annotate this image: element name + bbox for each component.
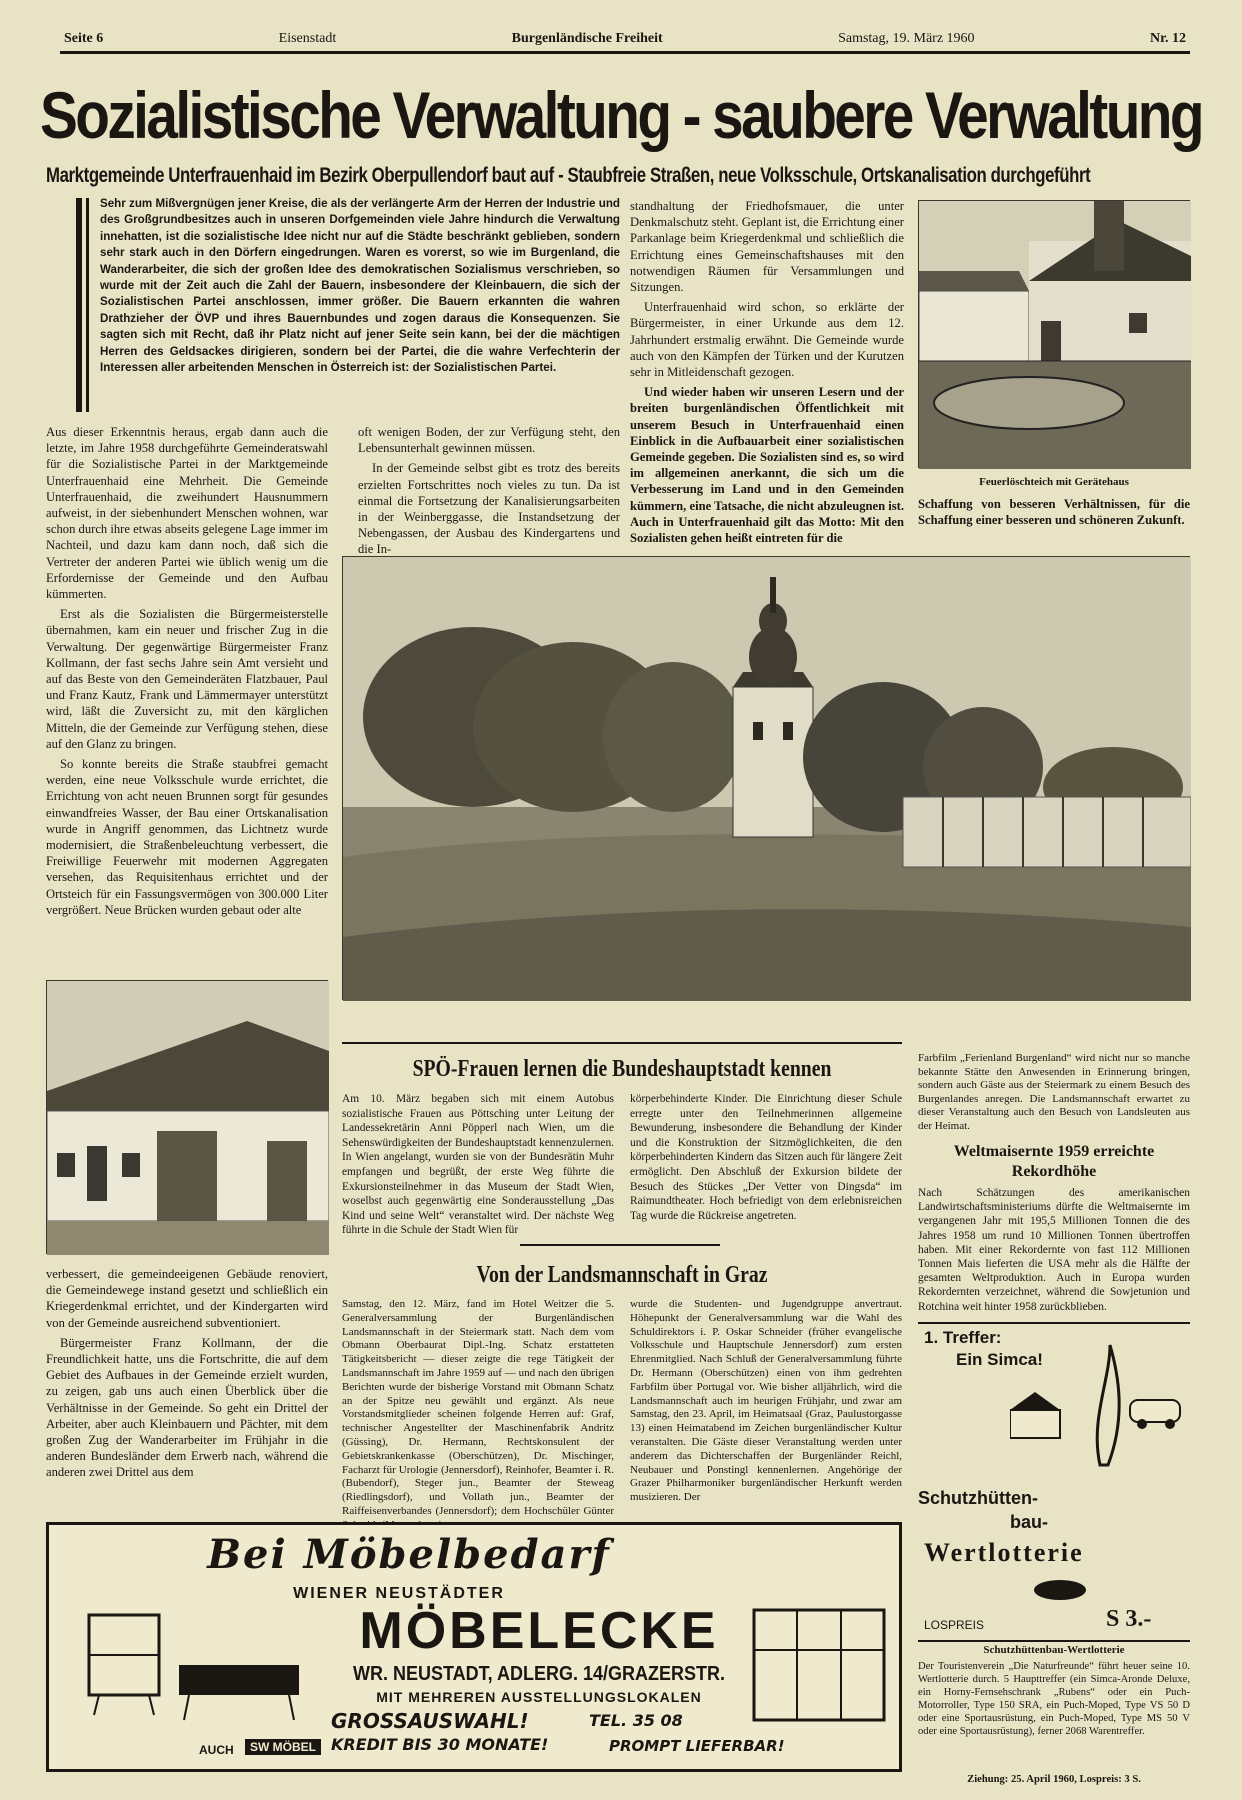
rule	[342, 1042, 902, 1044]
ad-address: WR. NEUSTADT, ADLERG. 14/GRAZERSTR.	[352, 1663, 726, 1685]
lottery-text: Der Touristenverein „Die Naturfreunde“ führt heuer seine 10. Wertlotterie durch. 5 Haupttreffer (ein Simca-Aronde Deluxe, ein Horny-Fernsehschrank „Rubens“ oder ein Puch-Motorroller, Type 150 SRA, ein Puch-Moped, Type VS 50 D oder eine Sportausrüstung, ein Puch-Moped, Type MS 50 V oder eine Sportausrüstung), ferner 2068 Warentreffer.	[918, 1661, 1190, 1737]
lottery-line-1: 1. Treffer:	[924, 1328, 1002, 1347]
lottery-drawing	[1010, 1340, 1190, 1470]
church-photo-art	[343, 557, 1191, 1001]
main-col-2	[358, 424, 620, 562]
mais-text: Nach Schätzungen des amerikanischen Landwirtschaftsministeriums dürfte die Weltmaisernte im vergangenen Jahr mit 195,5 Millionen Tonnen die des Jahres 1958 um rund 10 Millionen Tonnen übertroffen haben. Mit einer Rekordernte von fast 112 Millionen Tonnen Mais lieferten die USA mehr als die Hälfte der gesamten Weltproduktion. Auch in Europa wurden Rekordernten verzeichnet, während die Sowjetunion und Rotchina weit hinter 1958 zurückblieben.	[918, 1187, 1190, 1313]
lottery-brand-2: bau-	[1010, 1512, 1048, 1532]
paragraph: standhaltung der Friedhofsmauer, die unter Denkmalschutz steht. Geplant ist, die Errichtung einer Parkanlage beim Kriegerdenkmal und schließlich die Errichtung eines Gemeinschaftshauses mit den notwendigen Räumen für Versammlungen und Sitzungen.	[630, 199, 904, 295]
spoe-col-1: Am 10. März begaben sich mit einem Autobus sozialistische Frauen aus Pöttsching unter Leitung der Landessekretärin Anni Pöpperl nach Wien, um die Sehenswürdigkeiten der Bundeshauptstadt kennenzulernen. In Wien angelangt, wurden sie von der Bundesrätin Muhr empfangen und begrüßt, der erste Weg führte die Exkursionsteilnehmer in das Museum der Stadt Wien, woselbst auch gegenwärtig eine Sonderausstellung „Das Kind und seine Welt“ veranstaltet wird. Der nächste Weg führte in die Schule der Stadt Wien für	[342, 1093, 614, 1237]
paragraph: Bürgermeister Franz Kollmann, der die Freundlichkeit hatte, uns die Fortschritte, die auf dem Gebiet des Aufbaues in der Gemeinde erzielt wurden, zu zeigen, gab uns auch einen Überblick über die Verhältnisse in der Gemeinde. So geht ein Drittel der Arbeiter, aber auch Kleinbauern und Pächter, mit dem großen Zug der Wanderarbeiter im Frühjahr in die anderen Bundesländer dem Erwerb nach, während die anderen zwei Drittel aus dem	[46, 1335, 328, 1480]
rule	[918, 1640, 1190, 1642]
lottery-price: S 3.-	[1106, 1606, 1152, 1632]
ad-big: GROSSAUSWAHL!	[331, 1709, 529, 1733]
paragraph: oft wenigen Boden, der zur Verfügung steht, den Lebensunterhalt gewinnen müssen.	[358, 425, 620, 456]
main-col-4-bold: Schaffung von besseren Verhältnissen, für die Schaffung einer besseren und schöneren Zukunft.	[918, 497, 1190, 528]
film-paragraph: Farbfilm „Ferienland Burgenland“ wird nicht nur so manche bekannte Stätte den Anwesenden in Erinnerung bringen, sondern auch Gäste aus der Steiermark zu einem Besuch des Burgenlandes anregen. Die Landsmannschaft erwartet zu dieser Veranstaltung auch den Besuch von Landsleuten aus der Heimat.	[918, 1052, 1190, 1132]
lottery-org: Schutzhüttenbau-Wertlotterie	[983, 1644, 1125, 1656]
pond-photo	[918, 200, 1190, 468]
church-photo	[342, 556, 1190, 1000]
rule	[520, 1244, 720, 1246]
ad-phone: TEL. 35 08	[589, 1711, 683, 1730]
spoe-col-2: körperbehinderte Kinder. Die Einrichtung dieser Schule erregte unter den Teilnehmerinnen allgemeine Bewunderung, insbesondere die Behandlung der Kinder und die Konstruktion der Sitzmöglichkeiten, die den körperbehinderten Kindern das Sitzen auch für längere Zeit ermöglicht. Den Abschluß der Exkursion bildete der Besuch des Stückes „Der Vetter von Dingsda“ im Raimundtheater. Hoch befriedigt von dem erlebnisreichen Tag wurde die Rückreise angetreten.	[630, 1093, 902, 1222]
ad-deliver: PROMPT LIEFERBAR!	[609, 1737, 785, 1755]
page-number: Seite 6	[64, 31, 104, 46]
paragraph: Erst als die Sozialisten die Bürgermeisterstelle übernahmen, kam ein neuer und frischer Zug in die Verwaltung. Der gegenwärtige Bürgermeister Franz Kollmann, der fast sechs Jahre sein Amt versieht und auf das Beste von den Gemeinderäten Flatzbauer, Paul und Franz Kautz, Frank und Lämmermayer unterstützt wird, läßt die Zuversicht zu, mit den kärglichen Mitteln, die der Gemeinde zur Verfügung stehen, diese auf den Glanz zu bringen.	[46, 607, 328, 751]
house-photo	[46, 980, 328, 1254]
paper-name: Burgenländische Freiheit	[511, 31, 663, 46]
ad-sw: SW MÖBEL	[245, 1739, 321, 1755]
lottery-figure-art	[1030, 1572, 1090, 1602]
ad-script: Bei Möbelbedarf	[207, 1531, 611, 1578]
furniture-ad	[46, 1522, 902, 1772]
city: Eisenstadt	[278, 31, 337, 46]
main-subline: Marktgemeinde Unterfrauenhaid im Bezirk Oberpullendorf baut auf - Staubfreie Straßen, neue Volksschule, Ortskanalisation durchgeführt	[46, 164, 1091, 187]
lead-bar	[76, 198, 82, 412]
main-col-1	[46, 424, 328, 922]
paragraph: Aus dieser Erkenntnis heraus, ergab dann auch die letzte, im Jahre 1958 durchgeführte Gemeinderatswahl für die Sozialistische Partei in der Marktgemeinde Unterfrauenhaid eine Mehrheit. Die Gemeinde Unterfrauenhaid, die zweihundert Hausnummern aufweist, in der siebenhundert Menschen wohnen, war schon durch ihre etwas abseits gelegene Lage immer im Nachteil, und dazu kam dann noch, daß sich die Vertreter der anderen Partei wie üblich wenig um die Erfordernisse der Gemeinde und den Aufbau kümmerten.	[46, 425, 328, 602]
main-col-3	[630, 198, 904, 550]
paragraph: verbessert, die gemeindeeigenen Gebäude renoviert, die Gemeindewege instand gesetzt und schließlich ein Kriegerdenkmal errichtet, und der Kindergarten wird von der Gemeinde ausreichend subventioniert.	[46, 1267, 328, 1330]
page-header	[60, 28, 1190, 54]
paragraph: In der Gemeinde selbst gibt es trotz des bereits erzielten Fortschrittes noch vieles zu tun. Da ist einmal die Fortsetzung der Kanalisierungsarbeiten in der Weinberggasse, die Instandsetzung der Nebengassen, der Ausbau des Kindergartens und die In-	[358, 461, 620, 557]
lottery-line-2: Ein Simca!	[956, 1350, 1043, 1369]
mais-title: Weltmaisernte 1959 erreichte Rekordhöhe	[953, 1143, 1155, 1180]
paragraph: So konnte bereits die Straße staubfrei gemacht werden, eine neue Volksschule wurde errichtet, die Errichtung von acht neuen Brunnen sorgt für gesundes einwandfreies Wasser, der Bau einer Ortskanalisation wurde in Angriff genommen, das Lichtnetz wurde modernisiert, die Straßenbeleuchtung verbessert, die Freiwillige Feuerwehr mit modernen Aggregaten versehen, das Requisitenhaus errichtet und der Ortsteich für ein Fassungsvermögen von 300.000 Liter vergrößert. Neue Brücken wurden gebaut oder alte	[46, 757, 328, 917]
furniture-right-art	[749, 1605, 889, 1735]
lead-bar-thin	[86, 198, 89, 412]
ad-also: AUCH	[199, 1743, 234, 1757]
lottery-brand-1: Schutzhütten-	[918, 1488, 1038, 1508]
ad-name: MÖBELECKE	[359, 1602, 719, 1660]
graz-col-2: wurde die Studenten- und Jugendgruppe anvertraut. Höhepunkt der Generalversammlung war die Wahl des Schuldirektors i. P. Oskar Schneider (früher evangelische Volksschule und Hauptschule Jennersdorf) zum ersten Ehrenmitglied. Nach Schluß der Generalversammlung führte Dr. Hermann (Oberschützen) einen von ihm gedrehten Farbfilm über Portugal vor. Wie bisher alljährlich, wird die Landsmannschaft auch im heurigen Frühjahr, und zwar am Samstag, den 23. April, im Heimatsaal (Graz, Paulustorgasse 13) einen Heimatabend im Zeichen burgenländischer Kultur veranstalten. Die Gäste dieser Veranstaltung werden unter anderem das Dichterschaffen der Burgenländer Reichl, Neubauer und Ponstingl kennenlernen. Angehörige der Grazer Philharmoniker burgenländischer Herkunft werden musizieren. Der	[630, 1298, 902, 1504]
main-col-1-cont	[46, 1266, 328, 1485]
graz-title: Von der Landsmannschaft in Graz	[476, 1262, 768, 1288]
issue-date: Samstag, 19. März 1960	[838, 31, 975, 46]
lottery-figure	[1030, 1572, 1090, 1602]
pond-photo-art	[919, 201, 1191, 469]
lottery-brand-3: Wertlotterie	[924, 1538, 1084, 1567]
paragraph-bold: Und wieder haben wir unseren Lesern und der breiten burgenländischen Öffentlichkeit mit unserem Besuch in Unterfrauenhaid einen Einblick in die Aufbauarbeit einer sozialistischen Gemeinde gegeben. Die Sozialisten sind es, so wird im allgemeinen anerkannt, die sich um die Verbesserung im Land und in den Gemeinden kümmern, eine Tatsache, die nicht abzuleugnen ist. Auch in Unterfrauenhaid gilt das Motto: Mit den Sozialisten gehen heißt eintreten für die	[630, 385, 904, 546]
lottery-price-label: LOSPREIS	[924, 1618, 985, 1632]
furniture-left-art	[79, 1605, 319, 1735]
house-photo-art	[47, 981, 329, 1255]
ad-credit: KREDIT BIS 30 MONATE!	[331, 1735, 549, 1754]
issue-number: Nr. 12	[1149, 31, 1186, 46]
graz-col-1: Samstag, den 12. März, fand im Hotel Weitzer die 5. Generalversammlung der Burgenländischen Landsmannschaft in der Steiermark statt. Nach dem vom Obmann Oberbaurat Dipl.-Ing. Schatz erstatteten Tätigkeitsbericht — dieser zeigte die rege Tätigkeit der Landsmannschaft im Jahre 1959 auf — und nach den übrigen Berichten wurde der bisherige Vorstand mit Obmann Schatz an der Spitze neu gewählt und ergänzt. Als neue Vorstandsmitglieder scheinen folgende Herren auf: Graf, technischer Angestellter der Maschinenfabrik Andritz (Güssing), Dr. Hermann, Rechtskonsulent der Gebietskrankenkasse (Oberschützen), Dr. Mischinger, Facharzt für Urologie (Jennersdorf), Reinhofer, Beamter i. R. (Bubendorf), Steger jun., Beamter der Steweag (Riedlingsdorf), und Vollath jun., Beamter der Raiffeisenverbandes (Jennersdorf); dem Hochschüler Günter	[342, 1298, 614, 1517]
rule	[918, 1322, 1190, 1324]
main-headline: Sozialistische Verwaltung - saubere Verwaltung	[40, 78, 1202, 152]
lead-paragraph: Sehr zum Mißvergnügen jener Kreise, die als der verlängerte Arm der Herren der Industrie und des Großgrundbesitzes auch in unseren Dorfgemeinden viele Jahre hindurch die Verwaltung innehatten, ist die sozialistische Idee nicht nur auf die Städte beschränkt geblieben, sondern sehr stark auch in den Dörfern eingedrungen. Waren es vorerst, so wie im Burgenland, die Wanderarbeiter, die sich der großen Idee des demokratischen Sozialismus verschrieben, so wurde mit der Zeit auch die Zahl der Bauern, insbesondere der Kleinbauern, die sich der Sozialistischen Partei anschlossen, immer größer. Die Bauern erkannten die wahren Drathzieher der ÖVP und ihres Bauernbundes und zogen daraus die Konsequenzen. Sie sagten sich mit Recht, daß ihr Platz nicht auf jener Seite sein kann, bei der die mächtigen Herren des Geldsackes dirigieren, sondern bei der Partei, die die wahre Verfechterin der Interessen aller arbeitenden Menschen in Österreich ist: der Sozialistischen Partei.	[100, 197, 620, 375]
ad-city: WIENER NEUSTÄDTER	[293, 1585, 505, 1602]
lottery-draw: Ziehung: 25. April 1960, Lospreis: 3 S.	[967, 1774, 1141, 1785]
pond-caption: Feuerlöschteich mit Gerätehaus	[979, 476, 1129, 488]
lottery-art	[1010, 1340, 1190, 1470]
spoe-title: SPÖ-Frauen lernen die Bundeshauptstadt kennen	[412, 1056, 832, 1082]
ad-rooms: MIT MEHREREN AUSSTELLUNGSLOKALEN	[376, 1689, 702, 1705]
paragraph: Unterfrauenhaid wird schon, so erklärte der Bürgermeister, in einer Urkunde aus dem 12. Jahrhundert erstmalig erwähnt. Die Gemeinde wurde auch von den Kämpfen der Türken und der Kurutzen sehr in Mitleidenschaft gezogen.	[630, 300, 904, 380]
